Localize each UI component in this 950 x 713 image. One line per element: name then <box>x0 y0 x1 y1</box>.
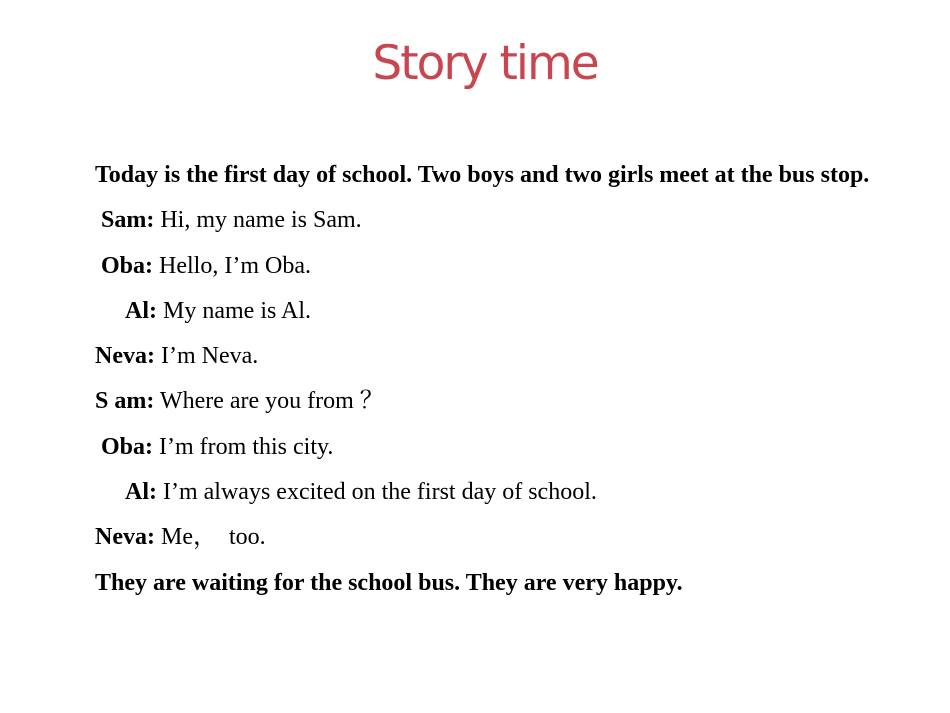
dialogue-text: Hi, my name is Sam. <box>154 207 362 234</box>
speaker-name: Sam: <box>101 207 155 234</box>
dialogue-line-al <box>95 470 895 515</box>
dialogue-text: Where are you from ？ <box>154 388 384 415</box>
speaker-name: Al: <box>125 297 157 324</box>
dialogue-line-oba <box>95 244 895 289</box>
dialogue-text: My name is Al. <box>157 297 311 324</box>
story-text <box>95 153 895 606</box>
dialogue-line-sam <box>95 379 895 424</box>
slide-title: Story time <box>372 36 598 91</box>
dialogue-text: Me， too. <box>154 524 266 551</box>
speaker-name: Neva: <box>95 524 155 551</box>
dialogue-text: I’m Neva. <box>154 343 259 370</box>
story-outro: They are waiting for the school bus. They are very happy. <box>95 569 683 596</box>
speaker-name: Oba: <box>101 433 154 460</box>
dialogue-line-neva <box>95 515 895 560</box>
dialogue-line-al <box>95 289 895 334</box>
speaker-name: Oba: <box>101 252 154 279</box>
speaker-name: Al: <box>125 479 157 506</box>
dialogue-text: I’m from this city. <box>153 433 334 460</box>
speaker-name: Neva: <box>95 343 155 370</box>
story-intro: Today is the first day of school. Two boys and two girls meet at the bus stop. <box>95 162 870 188</box>
dialogue-line-sam <box>95 198 895 243</box>
dialogue-text: Hello, I’m Oba. <box>153 252 311 279</box>
dialogue-line-oba <box>95 425 895 470</box>
dialogue-text: I’m always excited on the first day of school. <box>157 479 597 506</box>
dialogue-line-neva <box>95 334 895 379</box>
speaker-name: S am: <box>95 388 155 415</box>
